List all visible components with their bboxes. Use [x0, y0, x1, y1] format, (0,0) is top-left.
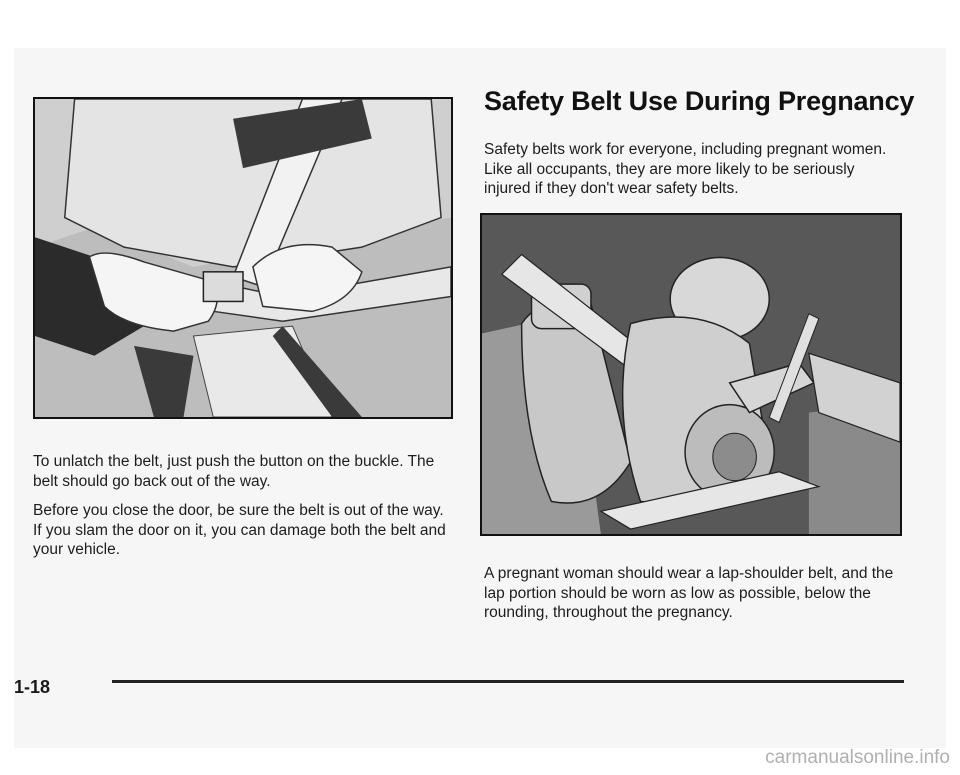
intro-paragraph: Safety belts work for everyone, including pregnant women. Like all occupants, they are more likely to be seriously injured if they don't wear safety belts. — [484, 141, 887, 197]
buckle-unlatch-illustration — [33, 97, 453, 419]
pregnancy-belt-paragraph: A pregnant woman should wear a lap-shoulder belt, and the lap portion should be worn as low as possible, below the rounding, throughout the pregnancy. — [484, 565, 894, 621]
door-paragraph: Before you close the door, be sure the belt is out of the way. If you slam the door on it, you can damage both the belt and your vehicle. — [33, 502, 446, 558]
section-heading: Safety Belt Use During Pregnancy — [484, 86, 915, 116]
unlatch-paragraph: To unlatch the belt, just push the button on the buckle. The belt should go back out of the way. — [33, 453, 435, 490]
page-number: 1-18 — [14, 677, 51, 697]
site-watermark: carmanualsonline.info — [765, 747, 950, 768]
pregnant-belt-illustration — [480, 213, 902, 536]
footer-rule — [112, 680, 904, 683]
